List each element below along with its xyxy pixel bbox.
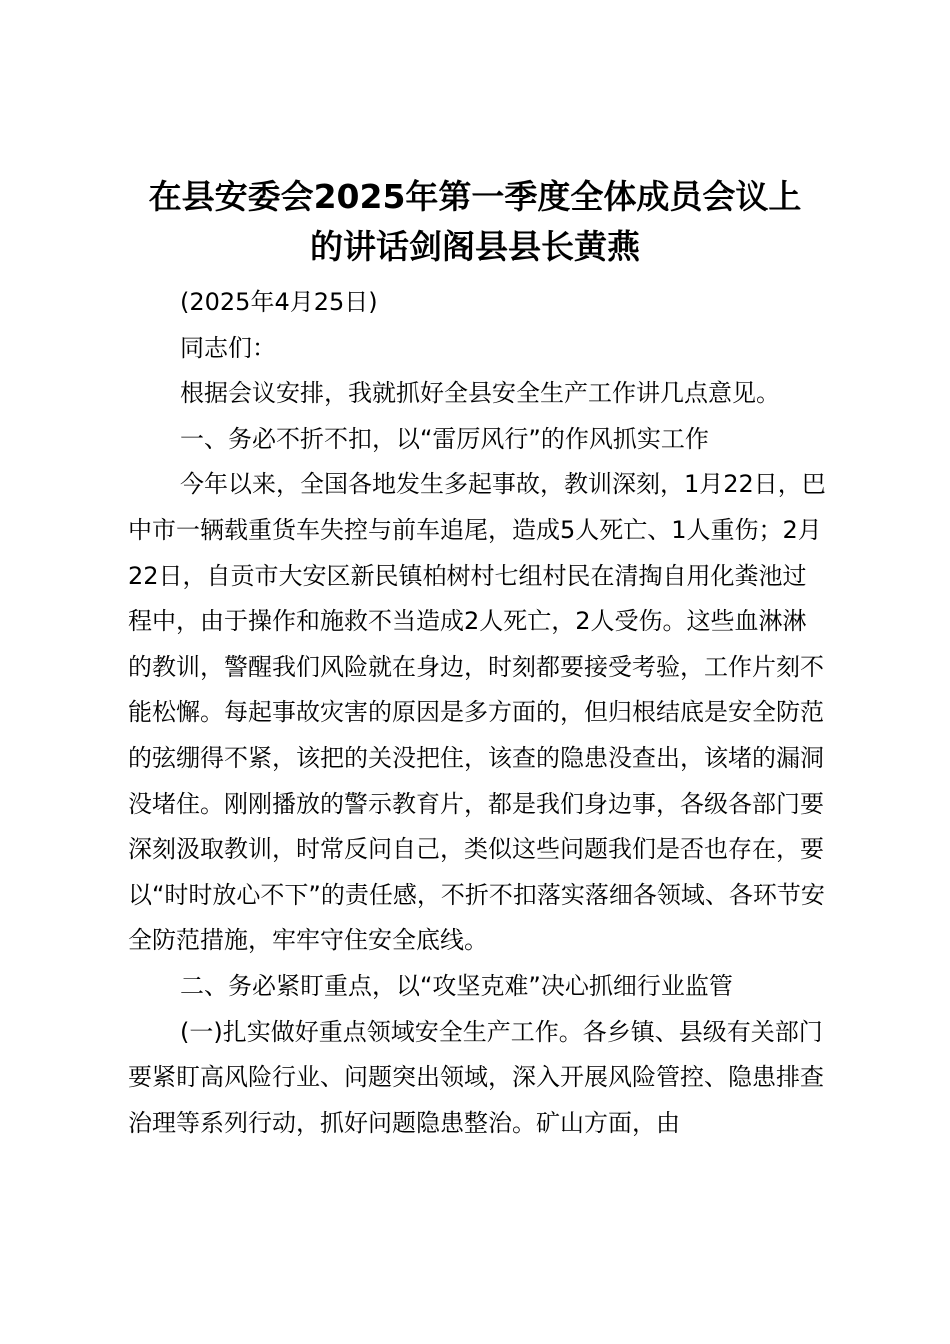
section-heading-2: 二、务必紧盯重点，以“攻坚克难”决心抓细行业监管 [180, 971, 733, 1000]
document-body [128, 280, 828, 1146]
section-heading-1: 一、务必不折不扣，以“雷厉风行”的作风抓实工作 [180, 424, 709, 453]
document-title [120, 172, 830, 272]
salutation: 同志们： [180, 333, 276, 362]
paragraph-key-areas: (一)扎实做好重点领域安全生产工作。各乡镇、县级有关部门要紧盯高风险行业、问题突出领域，深入开展风险管控、隐患排查治理等系列行动，抓好问题隐患整治。矿山方面，由 [128, 1017, 824, 1137]
paragraph-accidents: 今年以来，全国各地发生多起事故，教训深刻，1月22日，巴中市一辆载重货车失控与前车追尾，造成5人死亡、1人重伤；2月22日，自贡市大安区新民镇柏树村七组村民在清掏自用化粪池过程中，由于操作和施救不当造成2人死亡，2人受伤。这些血淋淋的教训，警醒我们风险就在身边，时刻都要接受考验，工作片刻不能松懈。每起事故灾害的原因是多方面的，但归根结底是安全防范的弦绷得不紧，该把的关没把住，该查的隐患没查出，该堵的漏洞没堵住。刚刚播放的警示教育片，都是我们身边事，各级各部门要深刻汲取教训，时常反问自己，类似这些问题我们是否也存在，要以“时时放心不下”的责任感，不折不扣落实落细各领域、各环节安全防范措施，牢牢守住安全底线。 [128, 470, 826, 955]
paragraph-intro: 根据会议安排，我就抓好全县安全生产工作讲几点意见。 [180, 379, 780, 408]
title-line-2: 的讲话剑阁县县长黄燕 [310, 227, 640, 266]
title-line-1: 在县安委会2025年第一季度全体成员会议上 [148, 177, 802, 216]
document-date: (2025年4月25日) [180, 288, 378, 316]
